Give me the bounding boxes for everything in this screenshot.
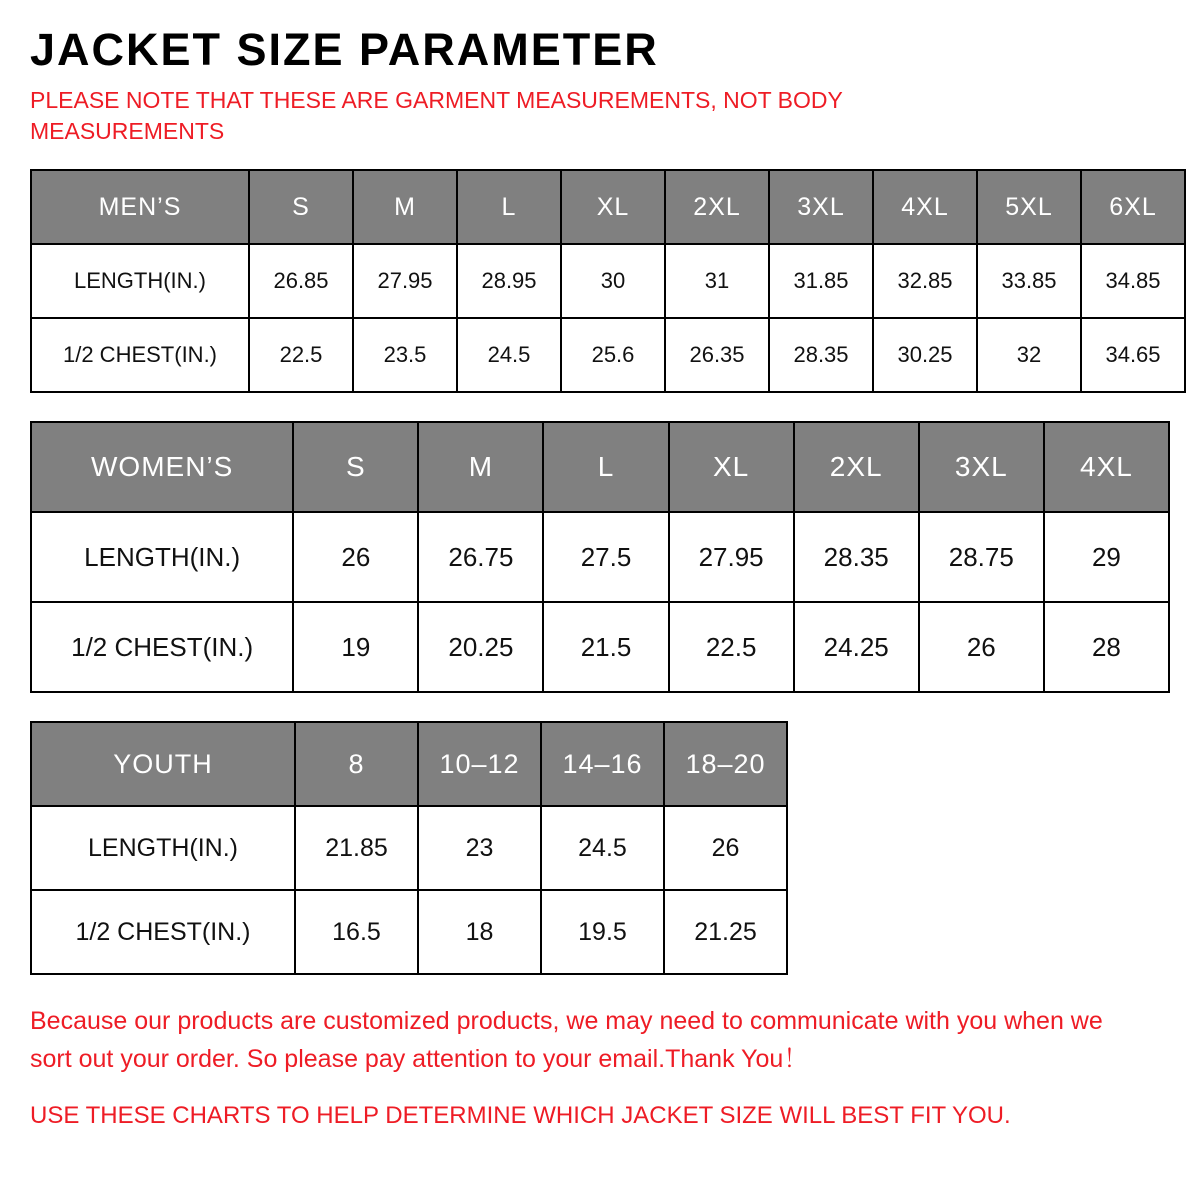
size-header-cell: M	[418, 422, 543, 512]
row-label: 1/2 CHEST(IN.)	[31, 318, 249, 392]
table-category-label: MEN’S	[31, 170, 249, 244]
table-row	[31, 318, 1185, 392]
measurement-cell: 27.95	[669, 512, 794, 602]
size-header-cell: 3XL	[769, 170, 873, 244]
measurement-cell: 34.65	[1081, 318, 1185, 392]
row-label: 1/2 CHEST(IN.)	[31, 602, 293, 692]
size-header-cell: 2XL	[794, 422, 919, 512]
measurement-cell: 23	[418, 806, 541, 890]
measurement-cell: 18	[418, 890, 541, 974]
womens-size-table	[30, 421, 1170, 693]
measurement-cell: 28.75	[919, 512, 1044, 602]
table-header-row	[31, 422, 1169, 512]
size-header-cell: L	[457, 170, 561, 244]
measurement-cell: 21.85	[295, 806, 418, 890]
measurement-cell: 25.6	[561, 318, 665, 392]
size-header-cell: 8	[295, 722, 418, 806]
table-category-label: YOUTH	[31, 722, 295, 806]
table-row	[31, 244, 1185, 318]
measurement-cell: 32	[977, 318, 1081, 392]
measurement-cell: 28.35	[794, 512, 919, 602]
measurement-cell: 19	[293, 602, 418, 692]
measurement-cell: 30	[561, 244, 665, 318]
size-header-cell: 6XL	[1081, 170, 1185, 244]
size-header-cell: 18–20	[664, 722, 787, 806]
table-row	[31, 512, 1169, 602]
measurement-cell: 22.5	[669, 602, 794, 692]
size-header-cell: 14–16	[541, 722, 664, 806]
table-row	[31, 602, 1169, 692]
footer-notes	[30, 1003, 1150, 1134]
size-header-cell: S	[249, 170, 353, 244]
measurement-cell: 16.5	[295, 890, 418, 974]
measurement-cell: 26	[664, 806, 787, 890]
size-header-cell: XL	[669, 422, 794, 512]
measurement-cell: 24.5	[541, 806, 664, 890]
measurement-cell: 21.25	[664, 890, 787, 974]
size-header-cell: XL	[561, 170, 665, 244]
measurement-cell: 22.5	[249, 318, 353, 392]
row-label: LENGTH(IN.)	[31, 806, 295, 890]
measurement-cell: 31	[665, 244, 769, 318]
page-title: JACKET SIZE PARAMETER	[30, 24, 659, 75]
measurement-cell: 23.5	[353, 318, 457, 392]
row-label: LENGTH(IN.)	[31, 512, 293, 602]
size-header-cell: S	[293, 422, 418, 512]
measurement-cell: 19.5	[541, 890, 664, 974]
measurement-cell: 26	[919, 602, 1044, 692]
footer-line-2: USE THESE CHARTS TO HELP DETERMINE WHICH JACKET SIZE WILL BEST FIT YOU.	[30, 1102, 1011, 1130]
measurement-cell: 26.35	[665, 318, 769, 392]
youth-size-table	[30, 721, 788, 975]
row-label: 1/2 CHEST(IN.)	[31, 890, 295, 974]
measurement-cell: 21.5	[543, 602, 668, 692]
measurement-cell: 30.25	[873, 318, 977, 392]
measurement-cell: 34.85	[1081, 244, 1185, 318]
mens-size-table	[30, 169, 1186, 393]
size-header-cell: 2XL	[665, 170, 769, 244]
measurement-cell: 26.75	[418, 512, 543, 602]
table-row	[31, 890, 787, 974]
table-header-row	[31, 722, 787, 806]
measurement-cell: 20.25	[418, 602, 543, 692]
measurement-cell: 28	[1044, 602, 1169, 692]
table-row	[31, 806, 787, 890]
size-header-cell: 10–12	[418, 722, 541, 806]
footer-line-1: Because our products are customized products, we may need to communicate with you when we sort out your order. So please pay attention to your email.Thank You！	[30, 1007, 1103, 1073]
measurement-cell: 33.85	[977, 244, 1081, 318]
size-header-cell: M	[353, 170, 457, 244]
table-category-label: WOMEN’S	[31, 422, 293, 512]
size-header-cell: 4XL	[873, 170, 977, 244]
measurement-cell: 24.25	[794, 602, 919, 692]
measurement-cell: 29	[1044, 512, 1169, 602]
measurement-cell: 24.5	[457, 318, 561, 392]
measurement-note: PLEASE NOTE THAT THESE ARE GARMENT MEASUREMENTS, NOT BODY MEASUREMENTS	[30, 87, 843, 145]
measurement-cell: 27.5	[543, 512, 668, 602]
size-header-cell: 4XL	[1044, 422, 1169, 512]
measurement-cell: 31.85	[769, 244, 873, 318]
measurement-cell: 26	[293, 512, 418, 602]
measurement-cell: 27.95	[353, 244, 457, 318]
size-header-cell: L	[543, 422, 668, 512]
table-header-row	[31, 170, 1185, 244]
row-label: LENGTH(IN.)	[31, 244, 249, 318]
size-header-cell: 5XL	[977, 170, 1081, 244]
measurement-cell: 28.35	[769, 318, 873, 392]
measurement-cell: 28.95	[457, 244, 561, 318]
measurement-cell: 26.85	[249, 244, 353, 318]
measurement-cell: 32.85	[873, 244, 977, 318]
size-header-cell: 3XL	[919, 422, 1044, 512]
